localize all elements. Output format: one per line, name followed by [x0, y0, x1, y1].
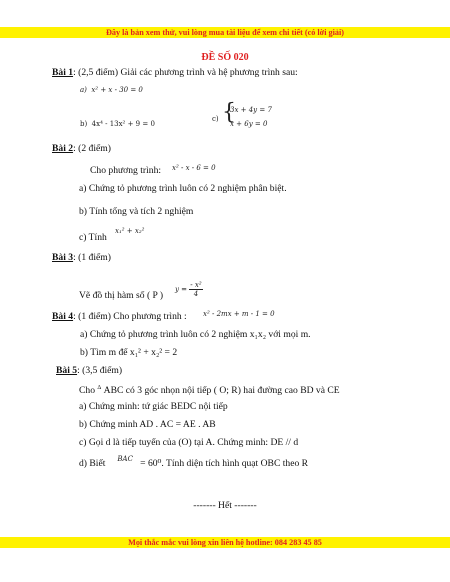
bai5-d-post: = 60⁰. Tính diện tích hình quạt OBC theo R: [140, 458, 309, 469]
bai1-b-eq: 4x⁴ - 13x² + 9 = 0: [91, 120, 155, 128]
bai5-intro: [79, 382, 340, 397]
bai5-intro-post: ABC có 3 góc nhọn nội tiếp ( O; R) hai đường cao BD và CE: [103, 385, 340, 397]
bai2-c-expr: x₁² + x₂²: [115, 227, 145, 235]
bai3-line: Vẽ đồ thị hàm số ( P ): [79, 290, 164, 301]
bai4-heading: [52, 311, 187, 323]
bai4-eq: x² - 2mx + m - 1 = 0: [203, 310, 275, 318]
bai3-heading: [52, 252, 111, 264]
bottom-banner-text: Mọi thắc mắc vui lòng xin liên hệ hotline: 084 283 45 85: [128, 538, 322, 547]
bai4-text: : (1 điểm) Cho phương trình :: [73, 311, 187, 322]
bai2-b: b) Tính tổng và tích 2 nghiệm: [79, 206, 194, 217]
bai1-label: Bài 1: [52, 67, 74, 78]
bai5-d-pre: d) Biết: [79, 458, 106, 469]
bai5-label: Bài 5: [56, 365, 78, 376]
bottom-banner: [0, 537, 450, 548]
bai5-heading: [56, 365, 122, 377]
bai5-intro-pre: Cho: [79, 385, 95, 397]
bai5-b: b) Chứng minh AD . AC = AE . AB: [79, 419, 216, 430]
bai4-label: Bài 4: [52, 311, 74, 322]
bai1-text: : (2,5 điểm) Giải các phương trình và hệ phương trình sau:: [73, 67, 298, 78]
bai1-c-eq1: 3x + 4y = 7: [230, 106, 272, 114]
top-banner-text: Đây là bản xem thử, vui lòng mua tài liệu để xem chi tiết (có lời giải): [105, 28, 344, 37]
bai1-c-label: c): [212, 115, 219, 123]
bai3-text: : (1 điểm): [73, 252, 111, 263]
bai1-heading: [52, 67, 298, 79]
end-marker: ------- Hết -------: [193, 500, 257, 511]
top-banner: [0, 27, 450, 38]
bai1-b: [80, 120, 155, 128]
bai5-a: a) Chứng minh: tứ giác BEDC nội tiếp: [79, 401, 228, 412]
bai2-label: Bài 2: [52, 143, 74, 154]
bai2-eq: x² - x - 6 = 0: [172, 164, 216, 172]
bai4-a: a) Chứng tỏ phương trình luôn có 2 nghiệm x₁x₂ với mọi m.: [80, 329, 311, 340]
bai5-c: c) Gọi d là tiếp tuyến của (O) tại A. Chứng minh: DE // d: [79, 437, 299, 448]
triangle-icon: Δ: [97, 385, 102, 391]
bai2-text: : (2 điểm): [73, 143, 111, 154]
bai5-d: [79, 455, 309, 470]
bai1-c-eq2: x + 6y = 0: [230, 120, 268, 128]
system-brace-icon: {: [222, 100, 236, 125]
bai5-d-angle: BAC: [117, 455, 133, 463]
bai1-a-eq: x² + x - 30 = 0: [91, 86, 143, 94]
bai2-c: c) Tính: [79, 232, 107, 243]
bai3-function: [175, 281, 203, 298]
bai2-heading: [52, 143, 111, 155]
bai5-text: : (3,5 điểm): [77, 365, 123, 376]
bai3-label: Bài 3: [52, 252, 74, 263]
bai3-denominator: 4: [193, 290, 199, 298]
bai2-intro: Cho phương trình:: [90, 165, 162, 176]
bai2-a: a) Chứng tỏ phương trình luôn có 2 nghiệm phân biệt.: [79, 183, 287, 194]
page-title: ĐỀ SỐ 020: [201, 52, 249, 63]
bai1-a: [80, 86, 143, 94]
bai4-b: b) Tìm m để x₁² + x₂² = 2: [80, 347, 178, 358]
bai3-y: y =: [175, 285, 188, 294]
bai3-fraction: [189, 281, 202, 298]
bai1-b-label: b): [80, 120, 88, 128]
bai3-numerator: - x²: [190, 281, 202, 289]
bai1-a-label: a): [80, 86, 87, 94]
